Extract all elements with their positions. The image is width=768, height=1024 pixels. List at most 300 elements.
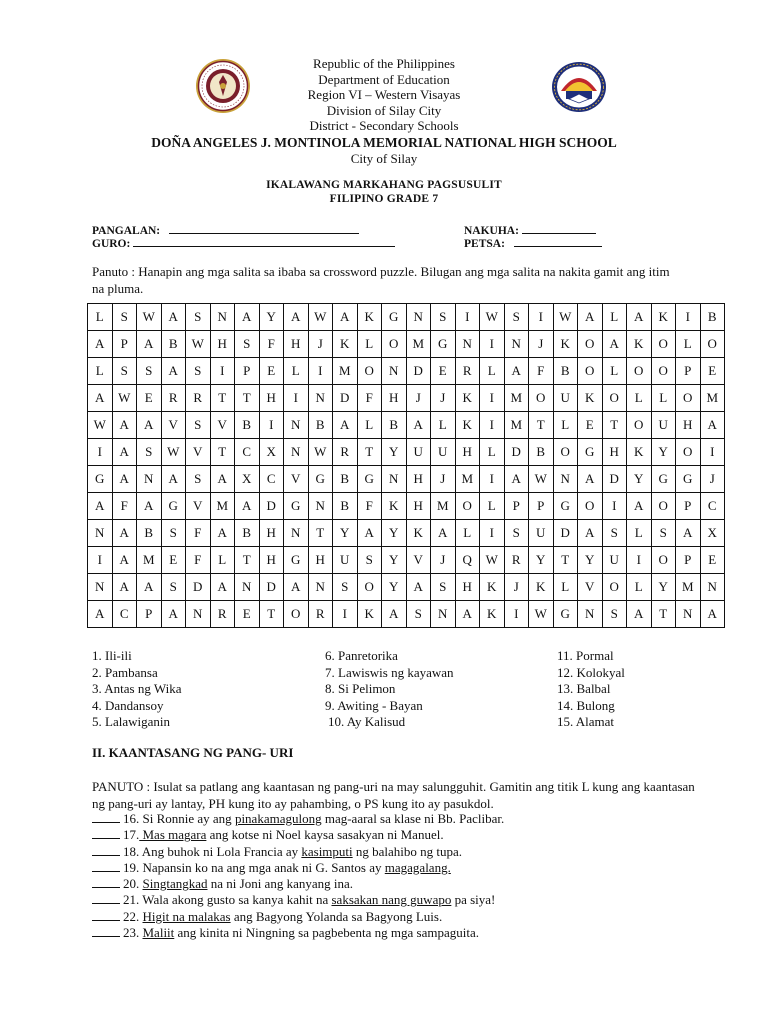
petsa-blank[interactable]: [514, 235, 602, 247]
grid-cell[interactable]: O: [553, 439, 578, 466]
grid-cell[interactable]: N: [406, 304, 431, 331]
grid-cell[interactable]: F: [112, 493, 137, 520]
grid-cell[interactable]: I: [480, 412, 505, 439]
grid-cell[interactable]: E: [235, 601, 260, 628]
grid-cell[interactable]: W: [186, 331, 211, 358]
grid-cell[interactable]: G: [651, 466, 676, 493]
grid-cell[interactable]: A: [284, 304, 309, 331]
grid-cell[interactable]: B: [553, 358, 578, 385]
grid-cell[interactable]: A: [431, 520, 456, 547]
grid-cell[interactable]: J: [431, 385, 456, 412]
grid-cell[interactable]: A: [357, 520, 382, 547]
grid-cell[interactable]: I: [88, 439, 113, 466]
grid-cell[interactable]: H: [455, 574, 480, 601]
grid-cell[interactable]: G: [578, 439, 603, 466]
grid-cell[interactable]: A: [112, 547, 137, 574]
grid-cell[interactable]: N: [308, 385, 333, 412]
grid-cell[interactable]: A: [112, 574, 137, 601]
grid-cell[interactable]: Y: [529, 547, 554, 574]
grid-cell[interactable]: R: [333, 439, 358, 466]
grid-cell[interactable]: I: [529, 304, 554, 331]
grid-cell[interactable]: B: [700, 304, 725, 331]
grid-cell[interactable]: M: [455, 466, 480, 493]
grid-cell[interactable]: H: [308, 547, 333, 574]
grid-cell[interactable]: S: [137, 358, 162, 385]
grid-cell[interactable]: E: [700, 547, 725, 574]
grid-cell[interactable]: R: [455, 358, 480, 385]
grid-cell[interactable]: S: [186, 304, 211, 331]
grid-cell[interactable]: J: [700, 466, 725, 493]
grid-cell[interactable]: G: [284, 493, 309, 520]
guro-field[interactable]: [92, 235, 395, 250]
grid-cell[interactable]: L: [480, 439, 505, 466]
grid-cell[interactable]: R: [161, 385, 186, 412]
grid-cell[interactable]: K: [529, 574, 554, 601]
grid-cell[interactable]: H: [259, 547, 284, 574]
grid-cell[interactable]: N: [676, 601, 701, 628]
grid-cell[interactable]: G: [382, 304, 407, 331]
grid-cell[interactable]: I: [259, 412, 284, 439]
grid-cell[interactable]: N: [578, 601, 603, 628]
grid-cell[interactable]: I: [284, 385, 309, 412]
grid-cell[interactable]: A: [210, 520, 235, 547]
grid-cell[interactable]: A: [210, 574, 235, 601]
grid-cell[interactable]: N: [235, 574, 260, 601]
grid-cell[interactable]: K: [382, 493, 407, 520]
grid-cell[interactable]: A: [578, 304, 603, 331]
grid-cell[interactable]: U: [333, 547, 358, 574]
grid-cell[interactable]: H: [210, 331, 235, 358]
grid-cell[interactable]: J: [431, 466, 456, 493]
grid-cell[interactable]: I: [480, 466, 505, 493]
grid-cell[interactable]: R: [504, 547, 529, 574]
grid-cell[interactable]: A: [382, 601, 407, 628]
grid-cell[interactable]: A: [137, 493, 162, 520]
grid-cell[interactable]: O: [602, 385, 627, 412]
grid-cell[interactable]: L: [602, 304, 627, 331]
grid-cell[interactable]: O: [602, 574, 627, 601]
grid-cell[interactable]: H: [259, 385, 284, 412]
grid-cell[interactable]: L: [627, 385, 652, 412]
grid-cell[interactable]: F: [259, 331, 284, 358]
grid-cell[interactable]: M: [504, 412, 529, 439]
grid-cell[interactable]: B: [235, 412, 260, 439]
grid-cell[interactable]: W: [480, 304, 505, 331]
grid-cell[interactable]: V: [406, 547, 431, 574]
guro-blank[interactable]: [133, 235, 395, 247]
grid-cell[interactable]: E: [700, 358, 725, 385]
grid-cell[interactable]: H: [382, 385, 407, 412]
grid-cell[interactable]: D: [406, 358, 431, 385]
grid-cell[interactable]: A: [112, 520, 137, 547]
grid-cell[interactable]: A: [88, 331, 113, 358]
grid-cell[interactable]: T: [259, 601, 284, 628]
grid-cell[interactable]: A: [161, 466, 186, 493]
grid-cell[interactable]: P: [529, 493, 554, 520]
grid-cell[interactable]: A: [161, 304, 186, 331]
grid-cell[interactable]: T: [235, 385, 260, 412]
grid-cell[interactable]: U: [553, 385, 578, 412]
grid-cell[interactable]: K: [357, 601, 382, 628]
grid-cell[interactable]: T: [553, 547, 578, 574]
grid-cell[interactable]: K: [627, 439, 652, 466]
grid-cell[interactable]: O: [578, 331, 603, 358]
grid-cell[interactable]: K: [480, 601, 505, 628]
grid-cell[interactable]: F: [186, 547, 211, 574]
grid-cell[interactable]: U: [529, 520, 554, 547]
grid-cell[interactable]: S: [431, 574, 456, 601]
grid-cell[interactable]: N: [284, 439, 309, 466]
grid-cell[interactable]: A: [161, 601, 186, 628]
grid-cell[interactable]: O: [676, 385, 701, 412]
grid-cell[interactable]: N: [308, 574, 333, 601]
grid-cell[interactable]: A: [700, 412, 725, 439]
grid-cell[interactable]: K: [553, 331, 578, 358]
grid-cell[interactable]: B: [235, 520, 260, 547]
grid-cell[interactable]: M: [431, 493, 456, 520]
grid-cell[interactable]: I: [88, 547, 113, 574]
grid-cell[interactable]: A: [676, 520, 701, 547]
grid-cell[interactable]: J: [431, 547, 456, 574]
grid-cell[interactable]: O: [627, 358, 652, 385]
grid-cell[interactable]: X: [235, 466, 260, 493]
grid-cell[interactable]: O: [627, 412, 652, 439]
grid-cell[interactable]: M: [676, 574, 701, 601]
answer-blank[interactable]: [92, 844, 120, 856]
grid-cell[interactable]: H: [602, 439, 627, 466]
grid-cell[interactable]: B: [333, 466, 358, 493]
grid-cell[interactable]: S: [186, 466, 211, 493]
grid-cell[interactable]: H: [284, 331, 309, 358]
grid-cell[interactable]: O: [357, 574, 382, 601]
grid-cell[interactable]: S: [504, 304, 529, 331]
grid-cell[interactable]: H: [259, 520, 284, 547]
grid-cell[interactable]: O: [651, 493, 676, 520]
pangalan-blank[interactable]: [169, 222, 359, 234]
grid-cell[interactable]: W: [529, 466, 554, 493]
grid-cell[interactable]: G: [553, 601, 578, 628]
grid-cell[interactable]: Y: [259, 304, 284, 331]
answer-blank[interactable]: [92, 892, 120, 904]
grid-cell[interactable]: L: [553, 412, 578, 439]
grid-cell[interactable]: O: [357, 358, 382, 385]
grid-cell[interactable]: W: [161, 439, 186, 466]
grid-cell[interactable]: R: [186, 385, 211, 412]
grid-cell[interactable]: I: [480, 331, 505, 358]
grid-cell[interactable]: P: [137, 601, 162, 628]
grid-cell[interactable]: L: [284, 358, 309, 385]
grid-cell[interactable]: S: [186, 358, 211, 385]
grid-cell[interactable]: I: [480, 520, 505, 547]
grid-cell[interactable]: E: [137, 385, 162, 412]
grid-cell[interactable]: B: [382, 412, 407, 439]
grid-cell[interactable]: S: [602, 601, 627, 628]
grid-cell[interactable]: A: [627, 601, 652, 628]
grid-cell[interactable]: L: [480, 493, 505, 520]
answer-blank[interactable]: [92, 909, 120, 921]
grid-cell[interactable]: L: [88, 358, 113, 385]
grid-cell[interactable]: L: [431, 412, 456, 439]
grid-cell[interactable]: A: [284, 574, 309, 601]
grid-cell[interactable]: D: [504, 439, 529, 466]
grid-cell[interactable]: K: [333, 331, 358, 358]
grid-cell[interactable]: J: [406, 385, 431, 412]
grid-cell[interactable]: T: [529, 412, 554, 439]
grid-cell[interactable]: I: [210, 358, 235, 385]
grid-cell[interactable]: S: [112, 304, 137, 331]
grid-cell[interactable]: O: [651, 331, 676, 358]
grid-cell[interactable]: A: [455, 601, 480, 628]
grid-cell[interactable]: L: [627, 520, 652, 547]
grid-cell[interactable]: K: [455, 385, 480, 412]
grid-cell[interactable]: Y: [382, 439, 407, 466]
grid-cell[interactable]: S: [235, 331, 260, 358]
grid-cell[interactable]: N: [455, 331, 480, 358]
grid-cell[interactable]: Y: [627, 466, 652, 493]
answer-blank[interactable]: [92, 811, 120, 823]
grid-cell[interactable]: P: [676, 358, 701, 385]
grid-cell[interactable]: H: [455, 439, 480, 466]
grid-cell[interactable]: A: [210, 466, 235, 493]
grid-cell[interactable]: D: [333, 385, 358, 412]
grid-cell[interactable]: A: [161, 358, 186, 385]
grid-cell[interactable]: K: [357, 304, 382, 331]
grid-cell[interactable]: L: [88, 304, 113, 331]
grid-cell[interactable]: Y: [651, 574, 676, 601]
grid-cell[interactable]: N: [284, 412, 309, 439]
grid-cell[interactable]: U: [406, 439, 431, 466]
grid-cell[interactable]: I: [602, 493, 627, 520]
grid-cell[interactable]: W: [553, 304, 578, 331]
grid-cell[interactable]: G: [676, 466, 701, 493]
grid-cell[interactable]: L: [553, 574, 578, 601]
grid-cell[interactable]: N: [210, 304, 235, 331]
grid-cell[interactable]: U: [431, 439, 456, 466]
grid-cell[interactable]: A: [406, 412, 431, 439]
grid-cell[interactable]: Y: [333, 520, 358, 547]
grid-cell[interactable]: R: [308, 601, 333, 628]
grid-cell[interactable]: H: [406, 466, 431, 493]
grid-cell[interactable]: L: [602, 358, 627, 385]
grid-cell[interactable]: A: [112, 412, 137, 439]
grid-cell[interactable]: B: [333, 493, 358, 520]
grid-cell[interactable]: A: [137, 412, 162, 439]
grid-cell[interactable]: W: [88, 412, 113, 439]
grid-cell[interactable]: J: [504, 574, 529, 601]
grid-cell[interactable]: S: [186, 412, 211, 439]
grid-cell[interactable]: E: [578, 412, 603, 439]
grid-cell[interactable]: Y: [382, 547, 407, 574]
grid-cell[interactable]: O: [455, 493, 480, 520]
grid-cell[interactable]: V: [186, 439, 211, 466]
grid-cell[interactable]: A: [88, 493, 113, 520]
grid-cell[interactable]: F: [357, 385, 382, 412]
grid-cell[interactable]: G: [161, 493, 186, 520]
grid-cell[interactable]: H: [406, 493, 431, 520]
nakuha-blank[interactable]: [522, 222, 596, 234]
grid-cell[interactable]: B: [137, 520, 162, 547]
grid-cell[interactable]: M: [210, 493, 235, 520]
grid-cell[interactable]: L: [627, 574, 652, 601]
grid-cell[interactable]: O: [578, 358, 603, 385]
grid-cell[interactable]: C: [235, 439, 260, 466]
grid-cell[interactable]: D: [602, 466, 627, 493]
grid-cell[interactable]: M: [333, 358, 358, 385]
grid-cell[interactable]: S: [137, 439, 162, 466]
grid-cell[interactable]: O: [651, 358, 676, 385]
grid-cell[interactable]: S: [112, 358, 137, 385]
grid-cell[interactable]: O: [700, 331, 725, 358]
grid-cell[interactable]: A: [627, 304, 652, 331]
grid-cell[interactable]: I: [480, 385, 505, 412]
grid-cell[interactable]: S: [602, 520, 627, 547]
grid-cell[interactable]: A: [578, 466, 603, 493]
grid-cell[interactable]: Y: [382, 574, 407, 601]
grid-cell[interactable]: G: [88, 466, 113, 493]
grid-cell[interactable]: A: [627, 493, 652, 520]
grid-cell[interactable]: X: [259, 439, 284, 466]
grid-cell[interactable]: A: [112, 439, 137, 466]
petsa-field[interactable]: [464, 235, 602, 250]
grid-cell[interactable]: P: [676, 547, 701, 574]
grid-cell[interactable]: C: [700, 493, 725, 520]
grid-cell[interactable]: L: [210, 547, 235, 574]
answer-blank[interactable]: [92, 925, 120, 937]
grid-cell[interactable]: P: [112, 331, 137, 358]
grid-cell[interactable]: I: [627, 547, 652, 574]
grid-cell[interactable]: B: [308, 412, 333, 439]
grid-cell[interactable]: I: [676, 304, 701, 331]
grid-cell[interactable]: B: [529, 439, 554, 466]
grid-cell[interactable]: K: [651, 304, 676, 331]
grid-cell[interactable]: T: [210, 439, 235, 466]
grid-cell[interactable]: O: [676, 439, 701, 466]
grid-cell[interactable]: O: [284, 601, 309, 628]
grid-cell[interactable]: Q: [455, 547, 480, 574]
grid-cell[interactable]: A: [700, 601, 725, 628]
grid-cell[interactable]: E: [431, 358, 456, 385]
grid-cell[interactable]: L: [357, 412, 382, 439]
grid-cell[interactable]: C: [259, 466, 284, 493]
grid-cell[interactable]: G: [357, 466, 382, 493]
word-search-grid[interactable]: [87, 303, 725, 628]
grid-cell[interactable]: A: [88, 385, 113, 412]
grid-cell[interactable]: S: [504, 520, 529, 547]
grid-cell[interactable]: W: [112, 385, 137, 412]
grid-cell[interactable]: F: [529, 358, 554, 385]
grid-cell[interactable]: L: [357, 331, 382, 358]
grid-cell[interactable]: T: [602, 412, 627, 439]
grid-cell[interactable]: P: [235, 358, 260, 385]
grid-cell[interactable]: E: [161, 547, 186, 574]
grid-cell[interactable]: A: [578, 520, 603, 547]
grid-cell[interactable]: I: [455, 304, 480, 331]
grid-cell[interactable]: O: [382, 331, 407, 358]
grid-cell[interactable]: A: [504, 358, 529, 385]
grid-cell[interactable]: L: [455, 520, 480, 547]
grid-cell[interactable]: J: [308, 331, 333, 358]
grid-cell[interactable]: A: [235, 493, 260, 520]
grid-cell[interactable]: O: [529, 385, 554, 412]
grid-cell[interactable]: K: [455, 412, 480, 439]
grid-cell[interactable]: N: [137, 466, 162, 493]
grid-cell[interactable]: L: [676, 331, 701, 358]
grid-cell[interactable]: D: [259, 493, 284, 520]
grid-cell[interactable]: K: [578, 385, 603, 412]
grid-cell[interactable]: V: [161, 412, 186, 439]
grid-cell[interactable]: S: [333, 574, 358, 601]
grid-cell[interactable]: M: [137, 547, 162, 574]
grid-cell[interactable]: Y: [382, 520, 407, 547]
grid-cell[interactable]: B: [161, 331, 186, 358]
grid-cell[interactable]: N: [284, 520, 309, 547]
grid-cell[interactable]: S: [357, 547, 382, 574]
grid-cell[interactable]: T: [308, 520, 333, 547]
grid-cell[interactable]: I: [700, 439, 725, 466]
grid-cell[interactable]: H: [676, 412, 701, 439]
grid-cell[interactable]: N: [308, 493, 333, 520]
grid-cell[interactable]: I: [333, 601, 358, 628]
grid-cell[interactable]: X: [700, 520, 725, 547]
grid-cell[interactable]: A: [137, 331, 162, 358]
grid-cell[interactable]: L: [480, 358, 505, 385]
grid-cell[interactable]: N: [382, 466, 407, 493]
grid-cell[interactable]: Y: [578, 547, 603, 574]
grid-cell[interactable]: T: [235, 547, 260, 574]
grid-cell[interactable]: K: [406, 520, 431, 547]
grid-cell[interactable]: W: [308, 304, 333, 331]
grid-cell[interactable]: L: [651, 385, 676, 412]
grid-cell[interactable]: A: [137, 574, 162, 601]
grid-cell[interactable]: I: [504, 601, 529, 628]
grid-cell[interactable]: V: [186, 493, 211, 520]
grid-cell[interactable]: E: [259, 358, 284, 385]
grid-cell[interactable]: O: [651, 547, 676, 574]
grid-cell[interactable]: D: [186, 574, 211, 601]
grid-cell[interactable]: S: [651, 520, 676, 547]
grid-cell[interactable]: S: [406, 601, 431, 628]
grid-cell[interactable]: A: [333, 412, 358, 439]
grid-cell[interactable]: A: [504, 466, 529, 493]
grid-cell[interactable]: W: [308, 439, 333, 466]
grid-cell[interactable]: D: [259, 574, 284, 601]
grid-cell[interactable]: K: [480, 574, 505, 601]
grid-cell[interactable]: N: [88, 520, 113, 547]
grid-cell[interactable]: F: [357, 493, 382, 520]
grid-cell[interactable]: P: [504, 493, 529, 520]
grid-cell[interactable]: I: [308, 358, 333, 385]
grid-cell[interactable]: N: [88, 574, 113, 601]
grid-cell[interactable]: T: [357, 439, 382, 466]
grid-cell[interactable]: A: [333, 304, 358, 331]
grid-cell[interactable]: W: [480, 547, 505, 574]
grid-cell[interactable]: S: [161, 574, 186, 601]
grid-cell[interactable]: C: [112, 601, 137, 628]
grid-cell[interactable]: U: [651, 412, 676, 439]
grid-cell[interactable]: U: [602, 547, 627, 574]
grid-cell[interactable]: N: [553, 466, 578, 493]
grid-cell[interactable]: V: [284, 466, 309, 493]
answer-blank[interactable]: [92, 860, 120, 872]
grid-cell[interactable]: W: [137, 304, 162, 331]
grid-cell[interactable]: T: [210, 385, 235, 412]
grid-cell[interactable]: N: [382, 358, 407, 385]
grid-cell[interactable]: D: [553, 520, 578, 547]
grid-cell[interactable]: J: [529, 331, 554, 358]
grid-cell[interactable]: M: [406, 331, 431, 358]
grid-cell[interactable]: N: [504, 331, 529, 358]
grid-cell[interactable]: G: [431, 331, 456, 358]
